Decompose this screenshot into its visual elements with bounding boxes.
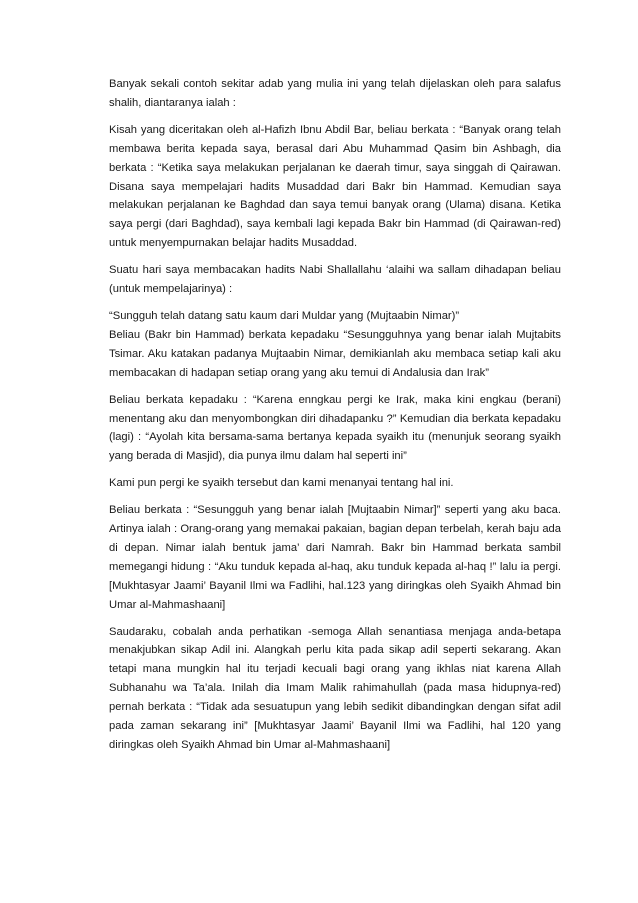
paragraph-kisah	[109, 121, 561, 253]
paragraph-line: Beliau (Bakr bin Hammad) berkata kepadaku “Sesungguhnya yang benar ialah Mujtabits Tsimar. Aku katakan padanya Mujtaabin Nimar, demikianlah aku membaca setiap kali aku membacakan di hadapan setiap orang yang aku temui di Andalusia dan Irak”	[109, 328, 561, 379]
paragraph-saudaraku	[109, 623, 561, 755]
paragraph-beliau-berkata	[109, 501, 561, 614]
paragraph-kami-pun	[109, 474, 561, 493]
paragraph-line: Kami pun pergi ke syaikh tersebut dan kami menanyai tentang hal ini.	[109, 477, 454, 490]
quote-line: “Sungguh telah datang satu kaum dari Muldar yang (Mujtaabin Nimar)”	[109, 309, 460, 322]
paragraph-line: Beliau berkata : “Sesungguh yang benar ialah [Mujtaabin Nimar]” seperti yang aku baca. Artinya ialah : Orang-orang yang memakai pakaian, bagian depan terbelah, kerah baju ada di depan. Nimar ialah bentuk jama’ dari Namrah. Bakr bin Hammad berkata sambil memegangi hidung : “Aku tunduk kepada al-haq, aku tunduk kepada al-haq !” lalu ia pergi. [Mukhtasyar Jaami’ Bayanil Ilmi wa Fadlihi, hal.123 yang diringkas oleh Syaikh Ahmad bin Umar al-Mahmashaani]	[109, 504, 561, 611]
paragraph-beliau-berkata-kepadaku	[109, 391, 561, 467]
paragraph-line: Beliau berkata kepadaku : “Karena enngkau pergi ke Irak, maka kini engkau (berani) menentang aku dan menyombongkan diri dihadapanku ?” Kemudian dia berkata kepadaku (lagi) : “Ayolah kita bersama-sama bertanya kepada syaikh itu (menunjuk seorang syaikh yang berada di Masjid), dia punya ilmu dalam hal seperti ini”	[109, 393, 561, 463]
paragraph-line: Suatu hari saya membacakan hadits Nabi Shallallahu ‘alaihi wa sallam dihadapan beliau (untuk mempelajarinya) :	[109, 264, 561, 296]
paragraph-sungguh	[109, 307, 561, 383]
paragraph-line: Kisah yang diceritakan oleh al-Hafizh Ibnu Abdil Bar, beliau berkata : “Banyak orang telah membawa berita kepada saya, berasal dari Abu Muhammad Qasim bin Ashbagh, dia berkata : “Ketika saya melakukan perjalanan ke daerah timur, saya singgah di Qairawan. Disana saya mempelajari hadits Musaddad dari Bakr bin Hammad. Kemudian saya melakukan perjalanan ke Baghdad dan saya temui banyak orang (Ulama) disana. Ketika saya pergi (dari Baghdad), saya kembali lagi kepada Bakr bin Hammad (di Qairawan-red) untuk menyempurnakan belajar hadits Musaddad.	[109, 123, 561, 250]
paragraph-line: Saudaraku, cobalah anda perhatikan -semoga Allah senantiasa menjaga anda-betapa menakjubkan sikap Adil ini. Alangkah perlu kita pada sikap adil seperti sekarang. Akan tetapi mana mungkin hal itu terjadi kecuali bagi orang yang ikhlas niat karena Allah Subhanahu wa Ta’ala. Inilah dia Imam Malik rahimahullah (pada masa hidupnya-red) pernah berkata : “Tidak ada sesuatupun yang lebih sedikit dibandingkan dengan sifat adil pada zaman sekarang ini” [Mukhtasyar Jaami’ Bayanil Ilmi wa Fadlihi, hal 120 yang diringkas oleh Syaikh Ahmad bin Umar al-Mahmashaani]	[109, 625, 561, 751]
document-body	[109, 75, 561, 763]
paragraph-intro	[109, 75, 561, 113]
paragraph-suatu-hari	[109, 261, 561, 299]
paragraph-line: Banyak sekali contoh sekitar adab yang mulia ini yang telah dijelaskan oleh para salafus shalih, diantaranya ialah :	[109, 78, 561, 109]
